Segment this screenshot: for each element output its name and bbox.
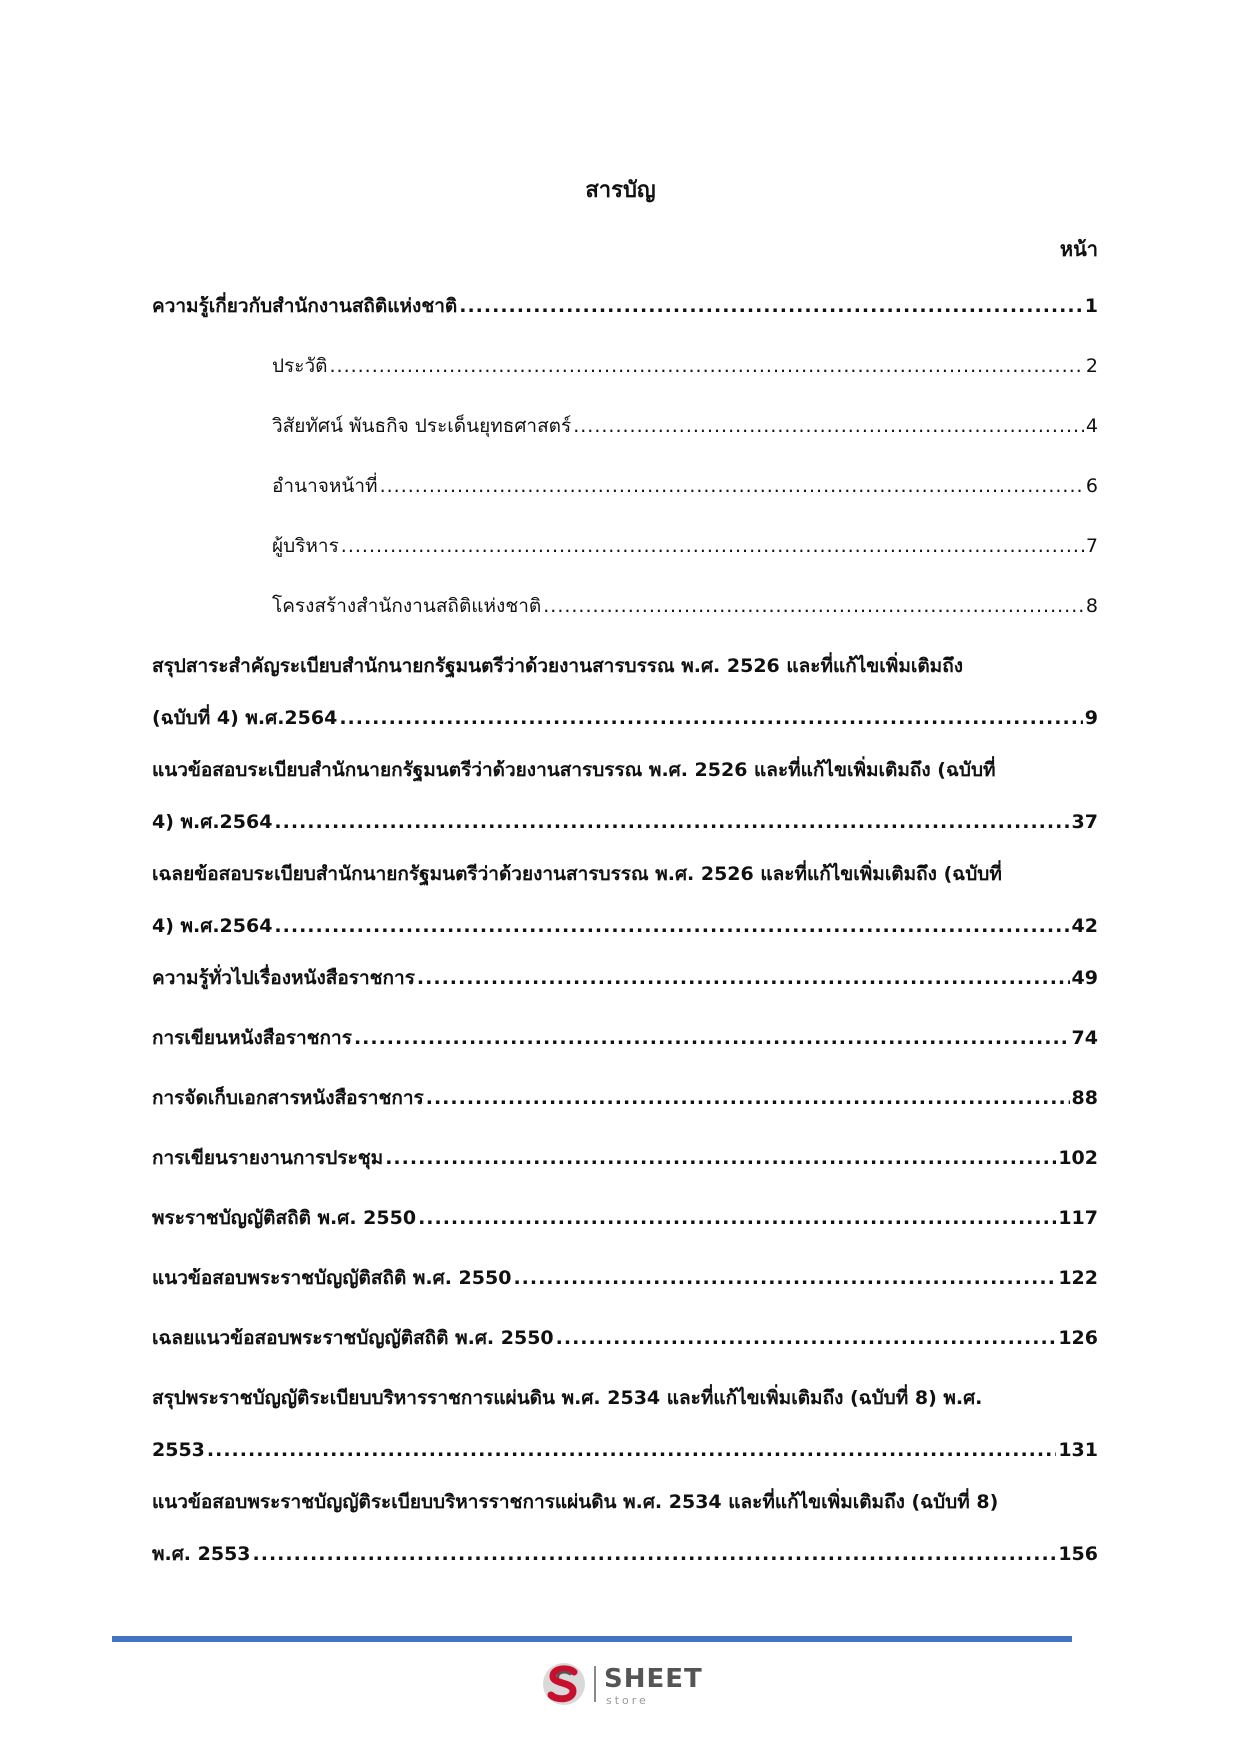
leader-dots [418,1192,1056,1244]
toc-entry[interactable] [272,460,1098,512]
leader-dots [385,1132,1056,1184]
toc-entry-title-line1: เฉลยข้อสอบระเบียบสำนักนายกรัฐมนตรีว่าด้วยงานสารบรรณ พ.ศ. 2526 และที่แก้ไขเพิ่มเติมถึง (ฉบับที่ [152,863,1002,885]
toc-entry-page: 4 [1085,415,1098,437]
toc-entry[interactable] [272,580,1098,632]
toc-entry-page: 74 [1071,1027,1098,1049]
toc-entry-title: ความรู้ทั่วไปเรื่องหนังสือราชการ [152,967,415,989]
toc-entry-page: 88 [1071,1087,1098,1109]
toc-entry-title: พ.ศ. 2553 [152,1543,251,1565]
toc-entry[interactable] [152,1312,1098,1364]
leader-dots [339,692,1082,744]
toc-entry-title: (ฉบับที่ 4) พ.ศ.2564 [152,707,338,729]
toc-entry-page: 102 [1058,1147,1098,1169]
toc-entry[interactable] [152,1372,1098,1476]
leader-dots [417,952,1070,1004]
logo-subtext: store [606,1694,649,1707]
toc-entry[interactable] [152,744,1098,848]
toc-entry-page: 131 [1058,1439,1098,1461]
toc-entry-page: 8 [1085,595,1098,617]
toc-entry-page: 156 [1058,1543,1098,1565]
leader-dots [513,1252,1056,1304]
leader-dots [556,1312,1057,1364]
toc-entry[interactable] [152,1132,1098,1184]
leader-dots [329,340,1083,392]
toc-entry-title: ประวัติ [272,355,328,377]
leader-dots [354,1012,1070,1064]
toc-entry[interactable] [152,1012,1098,1064]
leader-dots [253,1528,1057,1580]
toc-entry-title: ความรู้เกี่ยวกับสำนักงานสถิติแห่งชาติ [152,295,458,317]
toc-entry[interactable] [272,340,1098,392]
toc-entry-page: 7 [1085,535,1098,557]
toc-entry-title: การเขียนรายงานการประชุม [152,1147,384,1169]
toc-entry-title-line1: สรุปพระราชบัญญัติระเบียบบริหารราชการแผ่นดิน พ.ศ. 2534 และที่แก้ไขเพิ่มเติมถึง (ฉบับที่ 8) พ.ศ. [152,1387,983,1409]
toc-entry[interactable] [152,1476,1098,1580]
leader-dots [380,460,1084,512]
page-title: สารบัญ [585,178,656,203]
logo-text: SHEET [604,1664,703,1694]
leader-dots [341,520,1084,572]
toc-entry-title-line1: แนวข้อสอบพระราชบัญญัติระเบียบบริหารราชการแผ่นดิน พ.ศ. 2534 และที่แก้ไขเพิ่มเติมถึง (ฉบับที่ 8) [152,1491,999,1513]
toc-entry-page: 6 [1085,475,1098,497]
toc-entry[interactable] [152,1192,1098,1244]
leader-dots [207,1424,1056,1476]
toc-entry-title-line1: สรุปสาระสำคัญระเบียบสำนักนายกรัฐมนตรีว่าด้วยงานสารบรรณ พ.ศ. 2526 และที่แก้ไขเพิ่มเติมถึง [152,655,963,677]
toc-entry-title: พระราชบัญญัติสถิติ พ.ศ. 2550 [152,1207,417,1229]
toc-entry-page: 117 [1058,1207,1098,1229]
leader-dots [274,900,1069,952]
leader-dots [426,1072,1070,1124]
toc-entry-title: 4) พ.ศ.2564 [152,915,273,937]
toc-entry-title: ผู้บริหาร [272,535,339,557]
toc-entry[interactable] [272,400,1098,452]
page-column-header: หน้า [1059,237,1098,261]
toc-entry-page: 122 [1058,1267,1098,1289]
toc-entry[interactable] [152,640,1098,744]
toc-entry[interactable] [152,1072,1098,1124]
toc-entry-title: เฉลยแนวข้อสอบพระราชบัญญัติสถิติ พ.ศ. 2550 [152,1327,554,1349]
toc-entry[interactable] [152,848,1098,952]
toc-entry-page: 42 [1071,915,1098,937]
toc-entry[interactable] [272,520,1098,572]
footer-bar [112,1636,1072,1642]
toc-entry-page: 2 [1085,355,1098,377]
toc-entry-title: 2553 [152,1439,205,1461]
toc-entry-title-line1: แนวข้อสอบระเบียบสำนักนายกรัฐมนตรีว่าด้วยงานสารบรรณ พ.ศ. 2526 และที่แก้ไขเพิ่มเติมถึง (ฉบับที่ [152,759,996,781]
toc-entry-title: โครงสร้างสำนักงานสถิติแห่งชาติ [272,595,542,617]
leader-dots [459,280,1083,332]
toc-entry[interactable] [152,280,1098,332]
toc-entry-title: 4) พ.ศ.2564 [152,811,273,833]
leader-dots [573,400,1084,452]
toc-entry-title: การจัดเก็บเอกสารหนังสือราชการ [152,1087,424,1109]
leader-dots [274,796,1069,848]
toc-entry-title: การเขียนหนังสือราชการ [152,1027,352,1049]
toc-entry-title: แนวข้อสอบพระราชบัญญัติสถิติ พ.ศ. 2550 [152,1267,512,1289]
toc-entry-page: 9 [1084,707,1098,729]
toc-entry-page: 37 [1071,811,1098,833]
toc-entry[interactable] [152,952,1098,1004]
leader-dots [543,580,1084,632]
toc-entry-page: 126 [1058,1327,1098,1349]
toc-entry-page: 1 [1084,295,1098,317]
toc-entry-page: 49 [1071,967,1098,989]
toc-entry-title: วิสัยทัศน์ พันธกิจ ประเด็นยุทธศาสตร์ [272,415,572,437]
toc-entry[interactable] [152,1252,1098,1304]
sheet-store-logo [540,1660,710,1708]
toc-entry-title: อำนาจหน้าที่ [272,475,378,497]
